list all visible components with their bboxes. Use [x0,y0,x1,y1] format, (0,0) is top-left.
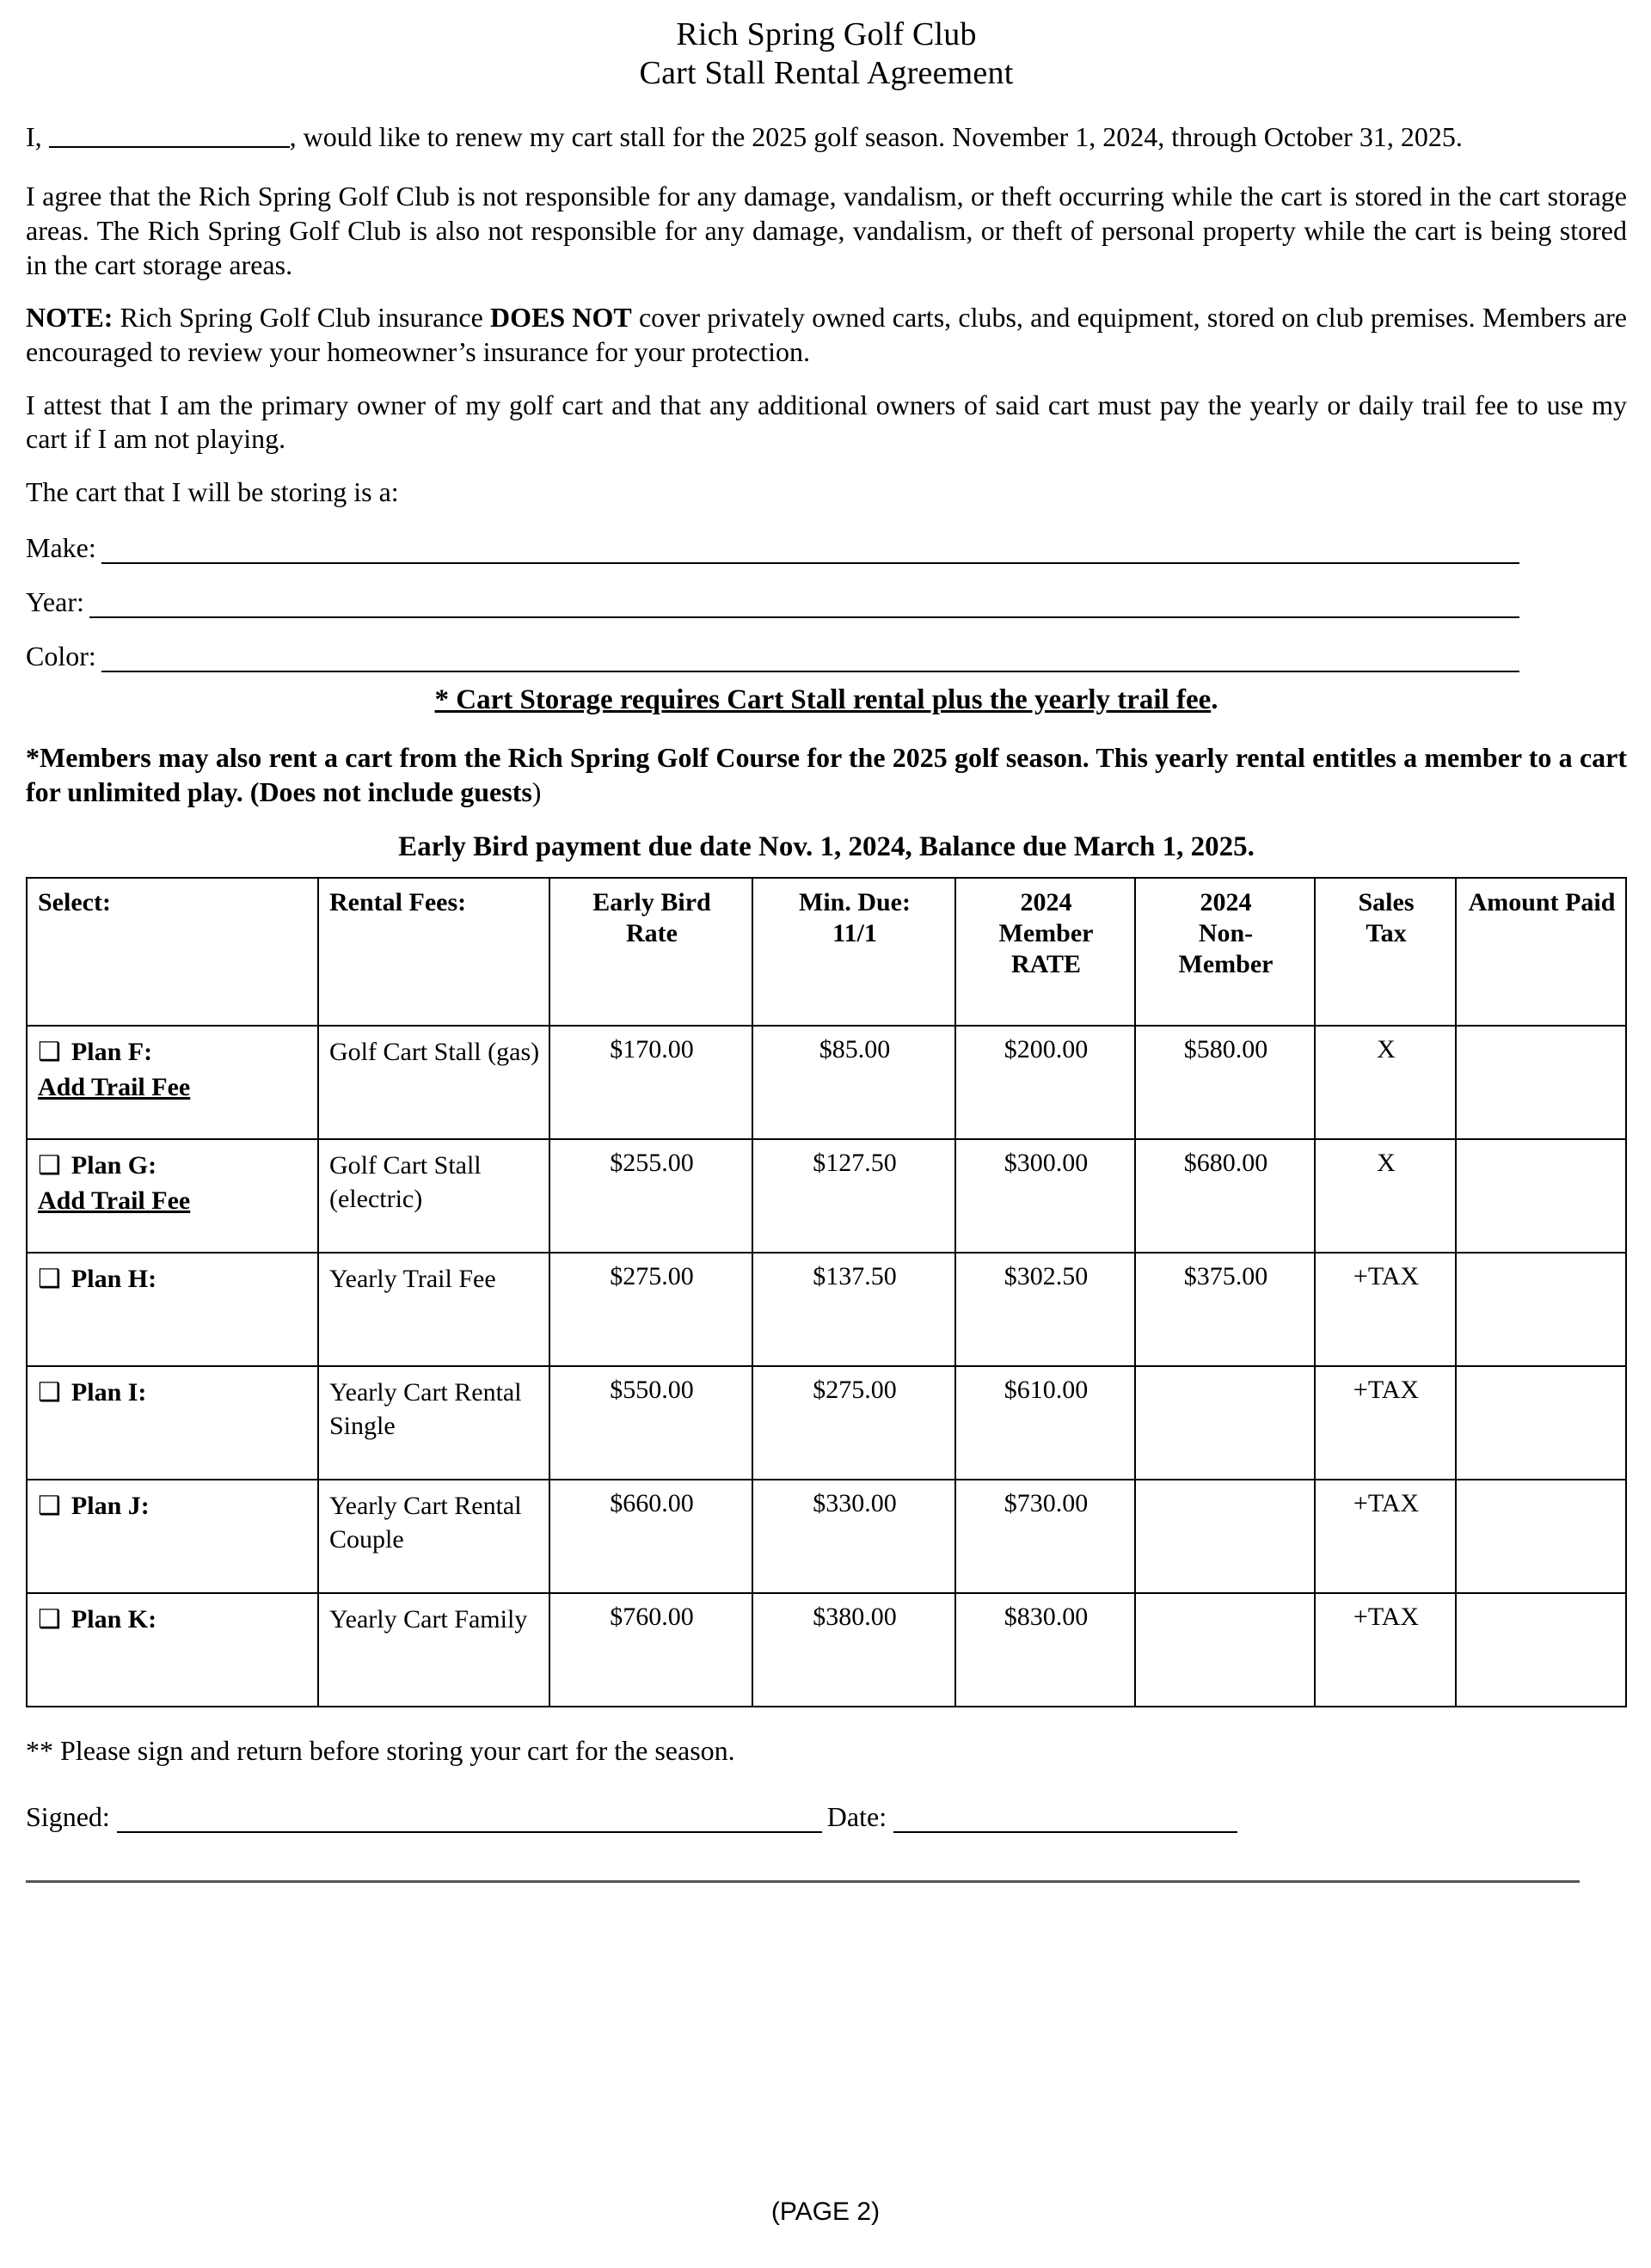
col-member-line1: 2024 [1020,888,1072,917]
row-plan-f-amount-paid[interactable] [1456,1026,1626,1139]
row-plan-k-description: Yearly Cart Family [318,1593,549,1707]
plan-label: Plan J: [71,1492,150,1521]
row-plan-g-min-due: $127.50 [752,1139,955,1253]
col-non-member-line2: Non- [1198,919,1254,948]
horizontal-divider [26,1880,1580,1883]
member-name-blank[interactable] [49,119,290,148]
table-header-row [27,878,1626,1026]
year-label: Year: [26,585,84,617]
insurance-note-paragraph [26,301,1627,369]
table-row [27,1253,1626,1366]
member-rental-close-paren: ) [531,776,542,808]
signature-input-line[interactable] [117,1809,822,1833]
plan-label: Plan I: [71,1378,147,1407]
plan-label: Plan F: [71,1038,153,1067]
row-plan-h-description: Yearly Trail Fee [318,1253,549,1366]
row-plan-j-amount-paid[interactable] [1456,1480,1626,1593]
col-non-member-line1: 2024 [1200,888,1252,917]
make-field-row [26,532,1627,564]
row-plan-k-sales-tax: +TAX [1315,1593,1456,1707]
make-input-line[interactable] [101,540,1519,564]
row-plan-i-select[interactable] [27,1366,318,1480]
row-plan-j-non-member [1135,1480,1315,1593]
date-input-line[interactable] [893,1809,1237,1833]
col-early-bird-line1: Early Bird [592,888,711,917]
row-plan-f-min-due: $85.00 [752,1026,955,1139]
row-plan-f-non-member: $580.00 [1135,1026,1315,1139]
row-plan-k-min-due: $380.00 [752,1593,955,1707]
year-field-row [26,586,1627,618]
row-plan-i-amount-paid[interactable] [1456,1366,1626,1480]
row-plan-j-sales-tax: +TAX [1315,1480,1456,1593]
liability-paragraph: I agree that the Rich Spring Golf Club is not responsible for any damage, vandalism, or theft occurring while the cart is stored in the cart storage areas. The Rich Spring Golf Club is also not responsible for any damage, vandalism, or theft of personal property while the cart is being stored in the cart storage areas. [26,181,1627,280]
row-plan-f-description: Golf Cart Stall (gas) [318,1026,549,1139]
checkbox-icon[interactable]: ❑ [38,1604,61,1635]
table-row [27,1593,1626,1707]
row-plan-h-select[interactable] [27,1253,318,1366]
row-plan-f-sales-tax: X [1315,1026,1456,1139]
row-plan-k-non-member [1135,1593,1315,1707]
col-sales-tax-line2: Tax [1366,919,1407,948]
row-plan-i-sales-tax: +TAX [1315,1366,1456,1480]
row-plan-i-description: Yearly Cart Rental Single [318,1366,549,1480]
col-rental-fees: Rental Fees: [318,878,549,1026]
table-row [27,1139,1626,1253]
storage-requirement-text: * Cart Storage requires Cart Stall rental plus the yearly trail fee [434,683,1212,715]
plan-label: Plan H: [71,1265,157,1294]
row-plan-h-member-rate: $302.50 [955,1253,1135,1366]
color-field-row [26,641,1627,672]
col-amount-paid: Amount Paid [1456,878,1626,1026]
document-title-block [26,15,1627,93]
checkbox-icon[interactable]: ❑ [38,1264,61,1295]
intro-paragraph [26,119,1627,155]
col-min-due [752,878,955,1026]
col-member-rate [955,878,1135,1026]
checkbox-icon[interactable]: ❑ [38,1037,61,1068]
page-number-marker: (PAGE 2) [770,2198,881,2226]
note-emphasis: DOES NOT [490,302,632,334]
table-row [27,1480,1626,1593]
payment-due-heading: Early Bird payment due date Nov. 1, 2024, Balance due March 1, 2025. [398,831,1255,863]
row-plan-k-early-bird: $760.00 [549,1593,752,1707]
row-plan-f-member-rate: $200.00 [955,1026,1135,1139]
checkbox-icon[interactable]: ❑ [38,1377,61,1408]
row-plan-h-amount-paid[interactable] [1456,1253,1626,1366]
row-plan-g-member-rate: $300.00 [955,1139,1135,1253]
intro-tail: , would like to renew my cart stall for the 2025 golf season. November 1, 2024, through October 31, 2025. [289,120,1463,152]
note-text-part1: Rich Spring Golf Club insurance [113,302,490,334]
note-text-part2: cover privately owned carts, clubs, and equipment, stored on club premises. Members are encouraged to review your homeowner’s insurance for your protection. [26,302,1628,368]
club-name: Rich Spring Golf Club [676,16,977,52]
row-plan-g-description: Golf Cart Stall (electric) [318,1139,549,1253]
intro-lead: I, [26,120,49,152]
row-plan-g-amount-paid[interactable] [1456,1139,1626,1253]
row-plan-i-early-bird: $550.00 [549,1366,752,1480]
row-plan-j-min-due: $330.00 [752,1480,955,1593]
attest-paragraph: I attest that I am the primary owner of my golf cart and that any additional owners of said cart must pay the yearly or daily trail fee to use my cart if I am not playing. [26,389,1627,455]
row-plan-i-non-member [1135,1366,1315,1480]
row-plan-h-min-due: $137.50 [752,1253,955,1366]
row-plan-f-early-bird: $170.00 [549,1026,752,1139]
row-plan-h-early-bird: $275.00 [549,1253,752,1366]
storage-requirement-period: . [1211,683,1218,715]
row-plan-j-description: Yearly Cart Rental Couple [318,1480,549,1593]
color-input-line[interactable] [101,648,1519,672]
note-label: NOTE: [26,302,114,334]
row-plan-h-sales-tax: +TAX [1315,1253,1456,1366]
plan-label: Plan G: [71,1151,157,1180]
member-rental-text: *Members may also rent a cart from the Rich Spring Golf Course for the 2025 golf season. This yearly rental entitles a member to a cart for unlimited play. (Does not include guests [26,741,1627,808]
signature-row [26,1801,1627,1833]
row-plan-g-select[interactable] [27,1139,318,1253]
col-sales-tax-line1: Sales [1358,888,1415,917]
col-member-line3: RATE [1010,950,1082,979]
row-plan-h-non-member: $375.00 [1135,1253,1315,1366]
table-row [27,1366,1626,1480]
col-min-due-line2: 11/1 [832,919,877,948]
row-plan-j-member-rate: $730.00 [955,1480,1135,1593]
table-body [27,1026,1626,1707]
row-plan-k-select[interactable] [27,1593,318,1707]
row-plan-j-select[interactable] [27,1480,318,1593]
plan-label: Plan K: [71,1605,157,1634]
col-early-bird-line2: Rate [626,919,678,948]
storage-requirement-heading [26,684,1627,716]
row-plan-k-amount-paid[interactable] [1456,1593,1626,1707]
make-label: Make: [26,531,96,563]
add-trail-fee-note: Add Trail Fee [38,1186,191,1216]
checkbox-icon[interactable]: ❑ [38,1150,61,1181]
col-select: Select: [27,878,318,1026]
row-plan-i-member-rate: $610.00 [955,1366,1135,1480]
signed-label: Signed: [26,1801,110,1833]
table-header [27,878,1626,1026]
col-early-bird-rate [549,878,752,1026]
page-title: Cart Stall Rental Agreement [639,54,1014,91]
row-plan-k-member-rate: $830.00 [955,1593,1135,1707]
add-trail-fee-note: Add Trail Fee [38,1073,191,1102]
col-member-line2: Member [998,919,1094,948]
table-row [27,1026,1626,1139]
color-label: Color: [26,640,96,671]
col-sales-tax [1315,878,1456,1026]
row-plan-g-early-bird: $255.00 [549,1139,752,1253]
date-label: Date: [826,1801,887,1833]
row-plan-i-min-due: $275.00 [752,1366,955,1480]
row-plan-g-sales-tax: X [1315,1139,1456,1253]
row-plan-g-non-member: $680.00 [1135,1139,1315,1253]
cart-description-label: The cart that I will be storing is a: [26,476,399,508]
col-non-member-line3: Member [1178,950,1274,979]
return-instruction: ** Please sign and return before storing your cart for the season. [26,1735,735,1767]
year-input-line[interactable] [89,594,1519,618]
col-non-member [1135,878,1315,1026]
row-plan-j-early-bird: $660.00 [549,1480,752,1593]
checkbox-icon[interactable]: ❑ [38,1491,61,1522]
member-rental-paragraph [26,740,1627,810]
col-min-due-line1: Min. Due: [799,888,911,917]
row-plan-f-select[interactable] [27,1026,318,1139]
rental-fees-table [26,877,1627,1707]
